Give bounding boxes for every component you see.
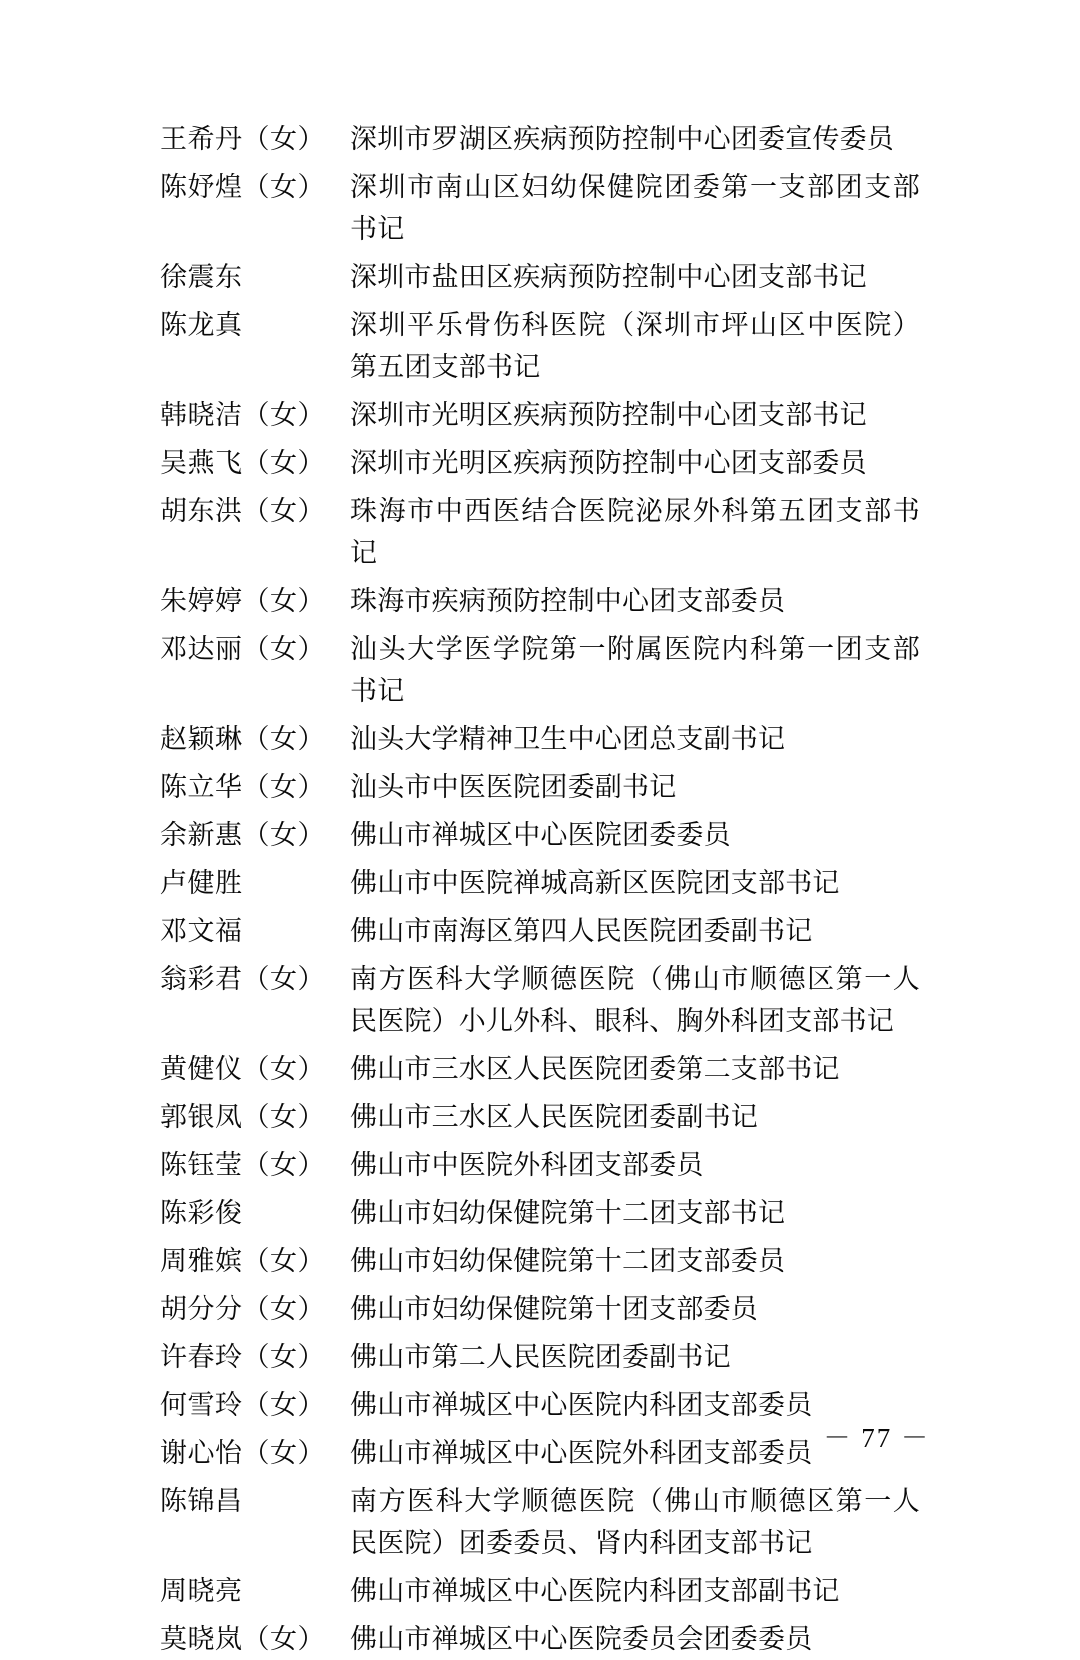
entry-name: 余新惠（女） xyxy=(160,820,325,850)
entry-name: 徐震东 xyxy=(160,262,243,292)
list-item xyxy=(160,1618,930,1660)
entry-title: 南方医科大学顺德医院（佛山市顺德区第一人民医院）团委委员、肾内科团支部书记 xyxy=(350,1486,920,1558)
entry-name: 莫晓岚（女） xyxy=(160,1624,325,1654)
list-item xyxy=(160,910,930,952)
entry-title: 佛山市禅城区中心医院内科团支部副书记 xyxy=(350,1576,840,1606)
entry-name: 陈彩俊 xyxy=(160,1198,243,1228)
entry-name: 许春玲（女） xyxy=(160,1342,325,1372)
entry-title: 深圳平乐骨伤科医院（深圳市坪山区中医院）第五团支部书记 xyxy=(350,310,920,382)
entry-title: 汕头市中医医院团委副书记 xyxy=(350,772,677,802)
list-item xyxy=(160,580,930,622)
entry-title: 佛山市妇幼保健院第十团支部委员 xyxy=(350,1294,758,1324)
list-item xyxy=(160,394,930,436)
list-item xyxy=(160,814,930,856)
entry-title: 佛山市三水区人民医院团委副书记 xyxy=(350,1102,758,1132)
entry-name: 周雅嫔（女） xyxy=(160,1246,325,1276)
entry-title: 佛山市禅城区中心医院内科团支部委员 xyxy=(350,1390,813,1420)
list-item xyxy=(160,862,930,904)
list-item xyxy=(160,1480,930,1564)
entry-name: 朱婷婷（女） xyxy=(160,586,325,616)
entry-title: 佛山市禅城区中心医院委员会团委委员 xyxy=(350,1624,813,1654)
list-item xyxy=(160,490,930,574)
entry-name: 谢心怡（女） xyxy=(160,1438,325,1468)
list-item xyxy=(160,1336,930,1378)
entry-title: 深圳市南山区妇幼保健院团委第一支部团支部书记 xyxy=(350,172,920,244)
entry-name: 邓达丽（女） xyxy=(160,634,325,664)
entry-title: 南方医科大学顺德医院（佛山市顺德区第一人民医院）小儿外科、眼科、胸外科团支部书记 xyxy=(350,964,920,1036)
entry-title: 珠海市疾病预防控制中心团支部委员 xyxy=(350,586,786,616)
entry-name: 赵颖琳（女） xyxy=(160,724,325,754)
list-item xyxy=(160,304,930,388)
entry-title: 深圳市光明区疾病预防控制中心团支部委员 xyxy=(350,448,867,478)
entry-title: 深圳市罗湖区疾病预防控制中心团委宣传委员 xyxy=(350,124,894,154)
entry-title: 佛山市中医院外科团支部委员 xyxy=(350,1150,704,1180)
list-item xyxy=(160,118,930,160)
list-item xyxy=(160,166,930,250)
list-item xyxy=(160,256,930,298)
entry-title: 佛山市禅城区中心医院外科团支部委员 xyxy=(350,1438,813,1468)
entry-name: 翁彩君（女） xyxy=(160,964,325,994)
entry-title: 汕头大学精神卫生中心团总支副书记 xyxy=(350,724,786,754)
entry-name: 胡东洪（女） xyxy=(160,496,325,526)
entry-title: 珠海市中西医结合医院泌尿外科第五团支部书记 xyxy=(350,496,920,568)
entry-title: 佛山市南海区第四人民医院团委副书记 xyxy=(350,916,813,946)
list-item xyxy=(160,958,930,1042)
list-item xyxy=(160,1096,930,1138)
list-item xyxy=(160,1288,930,1330)
list-item xyxy=(160,766,930,808)
entry-name: 陈钰莹（女） xyxy=(160,1150,325,1180)
entry-title: 佛山市三水区人民医院团委第二支部书记 xyxy=(350,1054,840,1084)
entry-name: 陈妤煌（女） xyxy=(160,172,325,202)
list-item xyxy=(160,1432,930,1474)
entry-name: 王希丹（女） xyxy=(160,124,325,154)
entry-name: 何雪玲（女） xyxy=(160,1390,325,1420)
entry-title: 汕头大学医学院第一附属医院内科第一团支部书记 xyxy=(350,634,920,706)
entry-name: 郭银凤（女） xyxy=(160,1102,325,1132)
list-item xyxy=(160,628,930,712)
entry-name: 胡分分（女） xyxy=(160,1294,325,1324)
entry-name: 陈立华（女） xyxy=(160,772,325,802)
list-item xyxy=(160,1240,930,1282)
entry-title: 佛山市中医院禅城高新区医院团支部书记 xyxy=(350,868,840,898)
name-title-list xyxy=(160,118,930,1660)
list-item xyxy=(160,1570,930,1612)
list-item xyxy=(160,1144,930,1186)
entry-name: 黄健仪（女） xyxy=(160,1054,325,1084)
list-item xyxy=(160,1192,930,1234)
entry-title: 深圳市盐田区疾病预防控制中心团支部书记 xyxy=(350,262,867,292)
entry-name: 周晓亮 xyxy=(160,1576,243,1606)
entry-title: 佛山市第二人民医院团委副书记 xyxy=(350,1342,731,1372)
list-item xyxy=(160,1048,930,1090)
list-item xyxy=(160,1384,930,1426)
entry-name: 吴燕飞（女） xyxy=(160,448,325,478)
entry-name: 陈锦昌 xyxy=(160,1486,243,1516)
list-item xyxy=(160,442,930,484)
entry-name: 邓文福 xyxy=(160,916,243,946)
entry-title: 深圳市光明区疾病预防控制中心团支部书记 xyxy=(350,400,867,430)
entry-title: 佛山市妇幼保健院第十二团支部委员 xyxy=(350,1246,786,1276)
list-item xyxy=(160,718,930,760)
entry-name: 陈龙真 xyxy=(160,310,243,340)
entry-name: 韩晓洁（女） xyxy=(160,400,325,430)
entry-title: 佛山市禅城区中心医院团委委员 xyxy=(350,820,731,850)
page-number: － 77 － xyxy=(823,1423,930,1453)
entry-name: 卢健胜 xyxy=(160,868,243,898)
entry-title: 佛山市妇幼保健院第十二团支部书记 xyxy=(350,1198,786,1228)
